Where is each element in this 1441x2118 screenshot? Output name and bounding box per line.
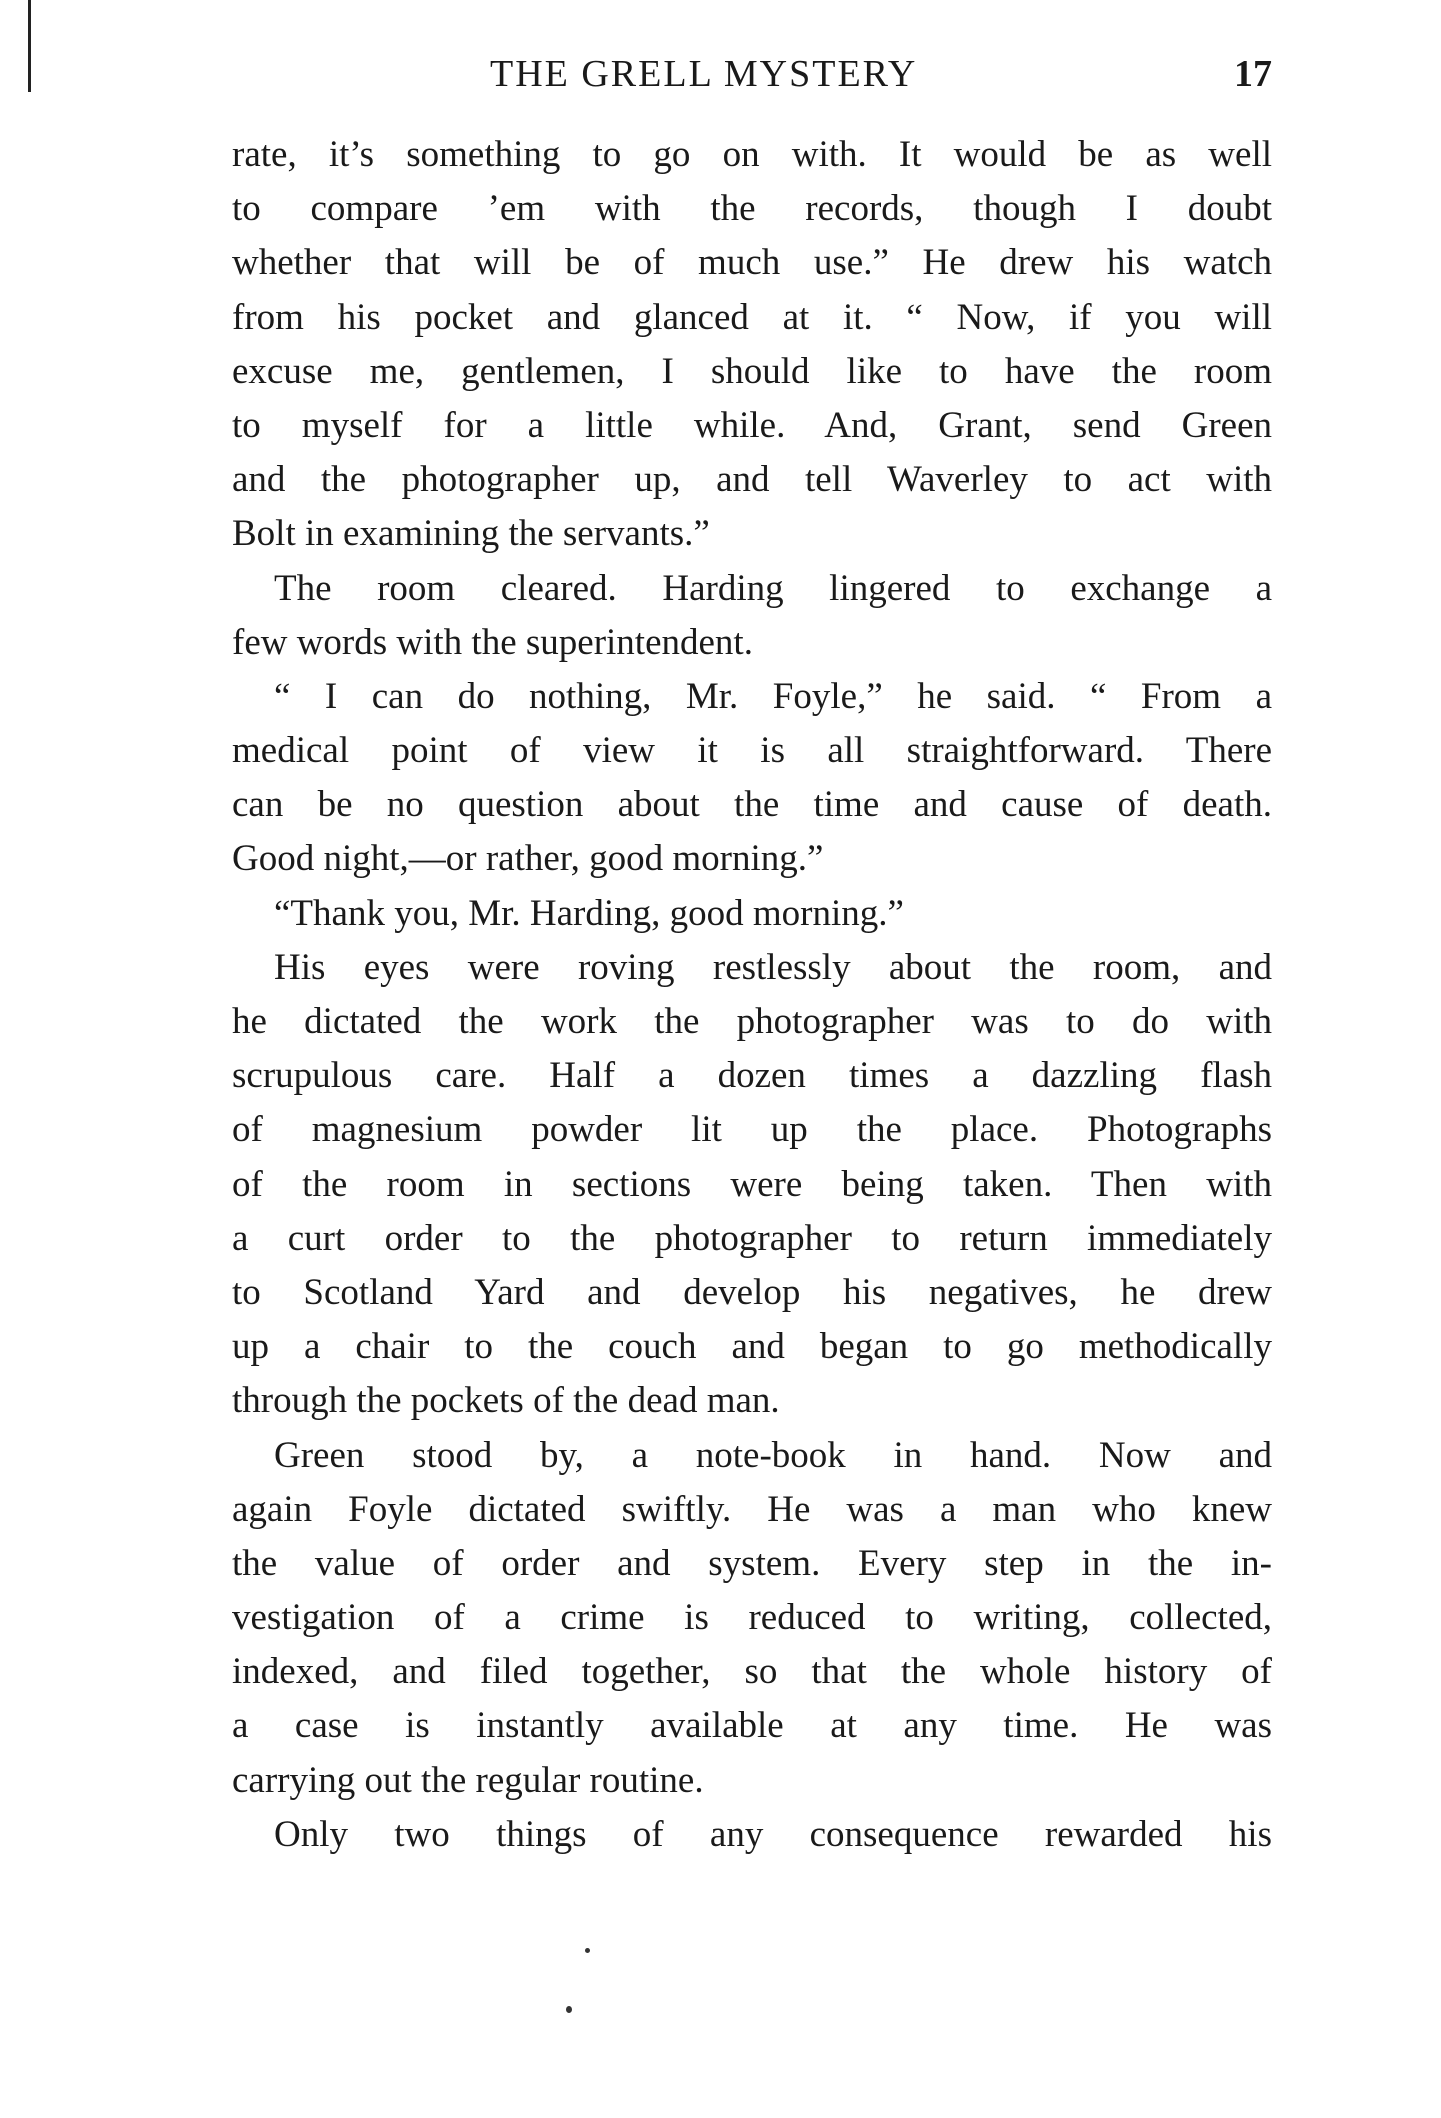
text-line: of magnesium powder lit up the place. Photographs (232, 1109, 1272, 1151)
body-text (232, 128, 1272, 1862)
text-line: excuse me, gentlemen, I should like to have the room (232, 350, 1272, 392)
text-line: a curt order to the photographer to return immediately (232, 1217, 1272, 1259)
text-line: “Thank you, Mr. Harding, good morning.” (274, 892, 904, 934)
text-line: of the room in sections were being taken. Then with (232, 1163, 1272, 1205)
text-line: up a chair to the couch and began to go methodically (232, 1326, 1272, 1368)
text-line: can be no question about the time and cause of death. (232, 784, 1272, 826)
text-line: the value of order and system. Every step in the in- (232, 1542, 1272, 1584)
text-line: through the pockets of the dead man. (232, 1380, 780, 1422)
text-line: medical point of view it is all straightforward. There (232, 730, 1272, 772)
text-line: indexed, and filed together, so that the whole history of (232, 1651, 1272, 1693)
text-line: from his pocket and glanced at it. “ Now, if you will (232, 296, 1272, 338)
ink-speck (585, 1948, 590, 1953)
text-line: few words with the superintendent. (232, 621, 753, 663)
text-line: Bolt in examining the servants.” (232, 513, 710, 555)
text-line: carrying out the regular routine. (232, 1759, 704, 1801)
text-line: again Foyle dictated swiftly. He was a man who knew (232, 1488, 1272, 1530)
text-line: rate, it’s something to go on with. It would be as well (232, 134, 1272, 175)
running-title: THE GRELL MYSTERY (490, 53, 918, 95)
text-line: he dictated the work the photographer was to do with (232, 1001, 1272, 1042)
text-line: Good night,—or rather, good morning.” (232, 838, 824, 880)
text-line: Only two things of any consequence rewarded his (274, 1813, 1272, 1855)
text-line: a case is instantly available at any time. He was (232, 1705, 1272, 1747)
text-line: His eyes were roving restlessly about the room, and (274, 946, 1272, 988)
page-number: 17 (1234, 53, 1272, 95)
text-line: “ I can do nothing, Mr. Foyle,” he said. “ From a (274, 675, 1272, 717)
text-line: The room cleared. Harding lingered to exchange a (274, 567, 1272, 609)
text-line: to Scotland Yard and develop his negatives, he drew (232, 1271, 1272, 1313)
text-line: Green stood by, a note-book in hand. Now and (274, 1434, 1272, 1476)
ink-speck (566, 2006, 572, 2013)
text-line: whether that will be of much use.” He drew his watch (232, 242, 1272, 284)
text-line: vestigation of a crime is reduced to writing, collected, (232, 1597, 1272, 1639)
running-head (232, 52, 1272, 112)
text-line: to myself for a little while. And, Grant, send Green (232, 404, 1272, 446)
text-line: scrupulous care. Half a dozen times a dazzling flash (232, 1055, 1272, 1097)
text-line: and the photographer up, and tell Waverley to act with (232, 459, 1272, 501)
text-line: to compare ’em with the records, though I doubt (232, 188, 1272, 230)
page-edge-mark (28, 0, 31, 92)
